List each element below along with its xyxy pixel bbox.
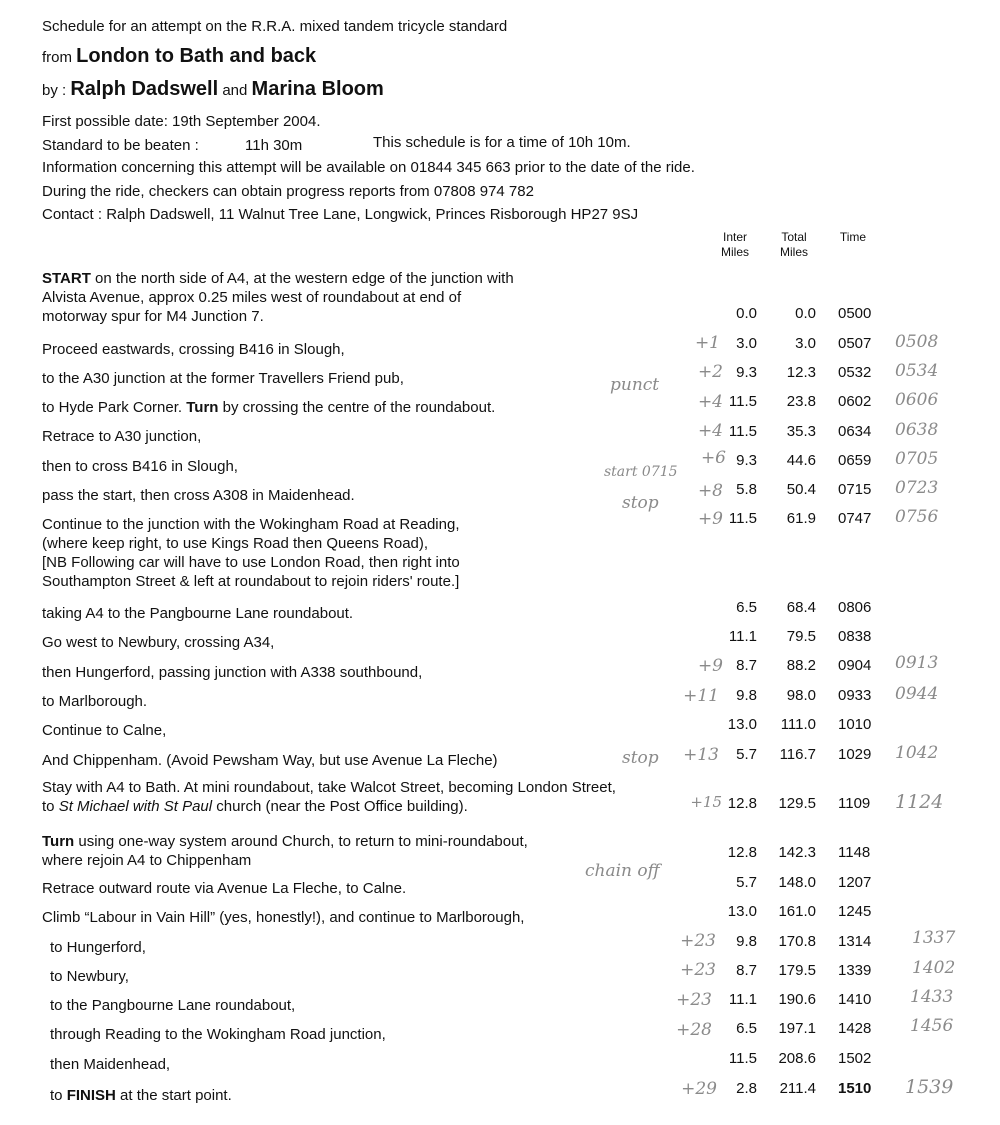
total-miles: 179.5 (778, 962, 816, 979)
scheduled-time: 0806 (838, 599, 872, 616)
route-step-desc: to the Pangbourne Lane roundabout, (50, 997, 296, 1014)
actual-time: 0508 (895, 332, 939, 352)
route-step-desc: Turn using one-way system around Church, to return to mini-roundabout, where rejoin A4 to Chippenham (42, 833, 528, 869)
route-step-desc: Continue to the junction with the Wokingham Road at Reading, (where keep right, to use Kings Road then Queens Road), [NB Following car will have to use London Road, then right into Southampton Street & left at roundabout to rejoin riders' route.] (42, 516, 460, 590)
inter-miles: 0.0 (736, 305, 757, 322)
standard-label: Standard to be beaten : (42, 137, 199, 154)
total-miles: 170.8 (778, 933, 816, 950)
scheduled-time: 1428 (838, 1020, 872, 1037)
route-step-desc: then to cross B416 in Slough, (42, 458, 238, 475)
delay-note: +4 (697, 421, 723, 441)
progress-line: During the ride, checkers can obtain progress reports from 07808 974 782 (42, 183, 534, 200)
route-step-desc: Stay with A4 to Bath. At mini roundabout, take Walcot Street, becoming London Street, to St Michael with St Paul church (near the Post Office building). (42, 779, 616, 815)
total-miles: 88.2 (786, 657, 816, 674)
scheduled-time: 1029 (838, 746, 872, 763)
actual-time: 1042 (895, 743, 939, 763)
route-step-desc: taking A4 to the Pangbourne Lane roundabout. (42, 605, 354, 622)
inter-miles: 9.8 (736, 687, 757, 704)
delay-note: +1 (694, 333, 720, 353)
total-miles: 35.3 (786, 423, 816, 440)
scheduled-time: 0602 (838, 393, 872, 410)
col-total-miles: Total Miles (779, 230, 808, 259)
route-step-desc: to Hungerford, (50, 939, 146, 956)
total-miles: 23.8 (786, 393, 816, 410)
route-step-desc: Climb “Labour in Vain Hill” (yes, honestly!), and continue to Marlborough, (42, 909, 525, 926)
scheduled-time: 1109 (838, 795, 871, 812)
total-miles: 68.4 (786, 599, 816, 616)
actual-time: 0606 (895, 390, 939, 410)
scheduled-time: 1502 (838, 1050, 872, 1067)
inter-miles: 12.8 (727, 795, 757, 812)
inter-miles: 8.7 (736, 657, 757, 674)
delay-note: +28 (676, 1020, 712, 1040)
total-miles: 116.7 (779, 746, 816, 763)
total-miles: 208.6 (778, 1050, 816, 1067)
delay-note: +11 (683, 686, 719, 706)
col-time: Time (839, 230, 867, 244)
scheduled-time: 0500 (838, 305, 872, 322)
actual-time: 0638 (895, 420, 939, 440)
scheduled-time: 0747 (838, 510, 872, 527)
delay-note: +9 (697, 509, 723, 529)
actual-time: 0944 (895, 684, 939, 704)
riders-line: by : Ralph Dadswell and Marina Bloom (42, 78, 384, 100)
margin-note-start: start 0715 (604, 464, 678, 480)
actual-time: 0534 (895, 361, 939, 381)
delay-note: +13 (683, 745, 719, 765)
inter-miles: 9.3 (736, 364, 757, 381)
actual-time: 1433 (910, 987, 954, 1007)
actual-time: 0705 (895, 449, 939, 469)
inter-miles: 2.8 (736, 1080, 757, 1097)
inter-miles: 5.7 (736, 746, 757, 763)
delay-note: +23 (680, 931, 716, 951)
total-miles: 44.6 (786, 452, 816, 469)
rider-2: Marina Bloom (251, 78, 384, 100)
delay-note: +2 (697, 362, 723, 382)
actual-time: 0913 (895, 653, 939, 673)
route-line: from London to Bath and back (42, 45, 317, 67)
inter-miles: 11.5 (728, 510, 757, 527)
total-miles: 190.6 (778, 991, 816, 1008)
scheduled-time: 1207 (838, 874, 872, 891)
total-miles: 3.0 (795, 335, 816, 352)
scheduled-time: 0634 (838, 423, 872, 440)
total-miles: 142.3 (778, 844, 816, 861)
route-step-desc: And Chippenham. (Avoid Pewsham Way, but use Avenue La Fleche) (42, 752, 498, 769)
inter-miles: 9.8 (736, 933, 757, 950)
scheduled-time: 0715 (838, 481, 872, 498)
inter-miles: 13.0 (727, 903, 757, 920)
inter-miles: 11.5 (728, 393, 757, 410)
actual-time: 0756 (895, 507, 939, 527)
total-miles: 161.0 (778, 903, 816, 920)
inter-miles: 8.7 (736, 962, 757, 979)
route-step-desc: Proceed eastwards, crossing B416 in Slough, (42, 341, 345, 358)
route-step-desc: to Marlborough. (42, 693, 148, 710)
info-line: Information concerning this attempt will be available on 01844 345 663 prior to the date of the ride. (42, 159, 695, 176)
scheduled-time: 0904 (838, 657, 872, 674)
inter-miles: 13.0 (727, 716, 757, 733)
inter-miles: 11.1 (728, 628, 757, 645)
actual-time: 1539 (905, 1076, 954, 1098)
delay-note: +29 (681, 1079, 717, 1099)
actual-time: 1456 (910, 1016, 954, 1036)
route-step-desc: START on the north side of A4, at the western edge of the junction with Alvista Avenue, approx 0.25 miles west of roundabout at end of motorway spur for M4 Junction 7. (42, 270, 514, 325)
inter-miles: 11.5 (728, 423, 757, 440)
route-step-desc: to the A30 junction at the former Travellers Friend pub, (42, 370, 404, 387)
route-step-desc: Retrace to A30 junction, (42, 428, 202, 445)
inter-miles: 6.5 (736, 1020, 757, 1037)
margin-note-chain-off: chain off (585, 861, 660, 881)
total-miles: 197.1 (778, 1020, 816, 1037)
scheduled-time: 1148 (838, 844, 871, 861)
total-miles: 0.0 (795, 305, 816, 322)
total-miles: 111.0 (780, 716, 816, 733)
route-step-desc: Retrace outward route via Avenue La Fleche, to Calne. (42, 880, 407, 897)
route-step-desc: through Reading to the Wokingham Road junction, (50, 1026, 386, 1043)
actual-time: 1337 (912, 928, 956, 948)
margin-note-punct: punct (610, 375, 660, 395)
total-miles: 79.5 (786, 628, 816, 645)
inter-miles: 6.5 (736, 599, 757, 616)
delay-note: +4 (697, 392, 723, 412)
schedule-subtitle: Schedule for an attempt on the R.R.A. mixed tandem tricycle standard (42, 18, 508, 35)
route-step-desc: to Newbury, (50, 968, 129, 985)
scheduled-time: 1510 (838, 1080, 872, 1097)
total-miles: 148.0 (778, 874, 816, 891)
actual-time: 0723 (895, 478, 939, 498)
delay-note: +23 (680, 960, 716, 980)
delay-note: +8 (697, 481, 723, 501)
standard-value: 11h 30m (245, 137, 303, 154)
inter-miles: 5.7 (736, 874, 757, 891)
total-miles: 129.5 (778, 795, 816, 812)
total-miles: 98.0 (786, 687, 816, 704)
route-step-desc: pass the start, then cross A308 in Maidenhead. (42, 487, 355, 504)
inter-miles: 11.1 (728, 991, 757, 1008)
route-step-desc: then Maidenhead, (50, 1056, 171, 1073)
inter-miles: 9.3 (736, 452, 757, 469)
scheduled-time: 1010 (838, 716, 872, 733)
inter-miles: 5.8 (736, 481, 757, 498)
route-step-desc: to Hyde Park Corner. Turn by crossing the centre of the roundabout. (42, 399, 496, 416)
col-inter-miles: Inter Miles (720, 230, 749, 259)
scheduled-time: 0933 (838, 687, 872, 704)
route-step-desc: Go west to Newbury, crossing A34, (42, 634, 275, 651)
inter-miles: 3.0 (736, 335, 757, 352)
actual-time: 1402 (912, 958, 956, 978)
margin-note-stop: stop (622, 493, 659, 513)
scheduled-time: 0838 (838, 628, 872, 645)
delay-note: +15 (690, 793, 722, 811)
total-miles: 61.9 (786, 510, 816, 527)
route-step-desc: Continue to Calne, (42, 722, 167, 739)
delay-note: +9 (697, 656, 723, 676)
scheduled-time: 1339 (838, 962, 872, 979)
scheduled-time: 0507 (838, 335, 872, 352)
route-step-desc: to FINISH at the start point. (50, 1087, 232, 1104)
rider-1: Ralph Dadswell (70, 78, 219, 100)
route-title: London to Bath and back (76, 45, 317, 67)
scheduled-time: 0659 (838, 452, 872, 469)
total-miles: 211.4 (779, 1080, 816, 1097)
scheduled-time: 1245 (838, 903, 872, 920)
delay-note: +23 (676, 990, 712, 1010)
scheduled-time: 1410 (838, 991, 872, 1008)
first-date: First possible date: 19th September 2004. (42, 113, 321, 130)
actual-time: 1124 (895, 791, 944, 813)
inter-miles: 11.5 (728, 1050, 757, 1067)
delay-note: +6 (700, 448, 726, 468)
total-miles: 12.3 (786, 364, 816, 381)
route-step-desc: then Hungerford, passing junction with A338 southbound, (42, 664, 423, 681)
scheduled-time: 1314 (838, 933, 872, 950)
margin-note-stop: stop (622, 748, 659, 768)
schedule-note: This schedule is for a time of 10h 10m. (373, 134, 631, 151)
total-miles: 50.4 (786, 481, 816, 498)
inter-miles: 12.8 (727, 844, 757, 861)
contact-line: Contact : Ralph Dadswell, 11 Walnut Tree Lane, Longwick, Princes Risborough HP27 9SJ (42, 206, 639, 223)
scheduled-time: 0532 (838, 364, 872, 381)
